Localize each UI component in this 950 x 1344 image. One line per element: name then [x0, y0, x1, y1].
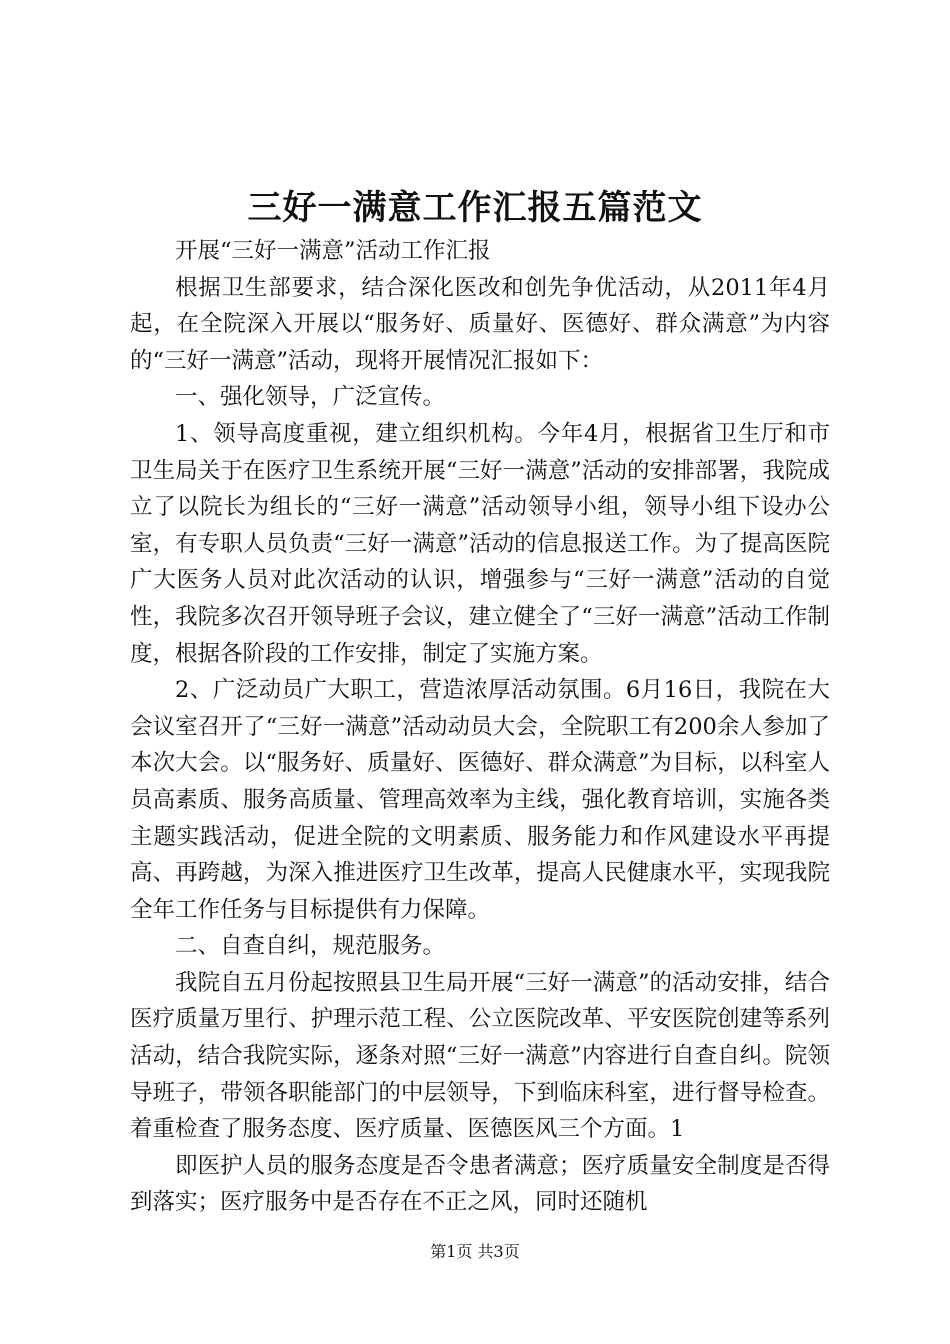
- paragraph-item-1: 1、领导高度重视，建立组织机构。今年4月，根据省卫生厅和市卫生局关于在医疗卫生系统开展“三好一满意”活动的安排部署，我院成立了以院长为组长的“三好一满意”活动领导小组，领导小组下设办公室，有专职人员负责“三好一满意”活动的信息报送工作。为了提高医院广大医务人员对此次活动的认识，增强参与“三好一满意”活动的自觉性，我院多次召开领导班子会议，建立健全了“三好一满意”活动工作制度，根据各阶段的工作安排，制定了实施方案。: [130, 420, 830, 667]
- paragraph-self-check: 我院自五月份起按照县卫生局开展“三好一满意”的活动安排，结合医疗质量万里行、护理示范工程、公立医院改革、平安医院创建等系列活动，结合我院实际，逐条对照“三好一满意”内容进行自查自纠。院领导班子，带领各职能部门的中层领导，下到临床科室，进行督导检查。着重检查了服务态度、医疗质量、医德医风三个方面。1: [130, 969, 830, 1143]
- section-heading-2: 二、自查自纠，规范服务。: [175, 933, 446, 960]
- paragraph-intro: 根据卫生部要求，结合深化医改和创先争优活动，从2011年4月起，在全院深入开展以“服务好、质量好、医德好、群众满意”为内容的“三好一满意”活动，现将开展情况汇报如下：: [130, 274, 830, 374]
- document-body: [130, 233, 830, 1221]
- paragraph-continued: 即医护人员的服务态度是否令患者满意；医疗质量安全制度是否得到落实；医疗服务中是否存在不正之风，同时还随机: [130, 1152, 830, 1216]
- paragraph-item-2: 2、广泛动员广大职工，营造浓厚活动氛围。6月16日，我院在大会议室召开了“三好一满意”活动动员大会，全院职工有200余人参加了本次大会。以“服务好、质量好、医德好、群众满意”为目标，以科室人员高素质、服务高质量、管理高效率为主线，强化教育培训，实施各类主题实践活动，促进全院的文明素质、服务能力和作风建设水平再提高、再跨越，为深入推进医疗卫生改革，提高人民健康水平，实现我院全年工作任务与目标提供有力保障。: [130, 677, 830, 923]
- page-footer: 第1页 共3页: [430, 1242, 520, 1261]
- section-heading-1: 一、强化领导，广泛宣传。: [175, 384, 446, 411]
- paragraph-subtitle: 开展“三好一满意”活动工作汇报: [175, 238, 491, 264]
- document-title: 三好一满意工作汇报五篇范文: [247, 188, 703, 228]
